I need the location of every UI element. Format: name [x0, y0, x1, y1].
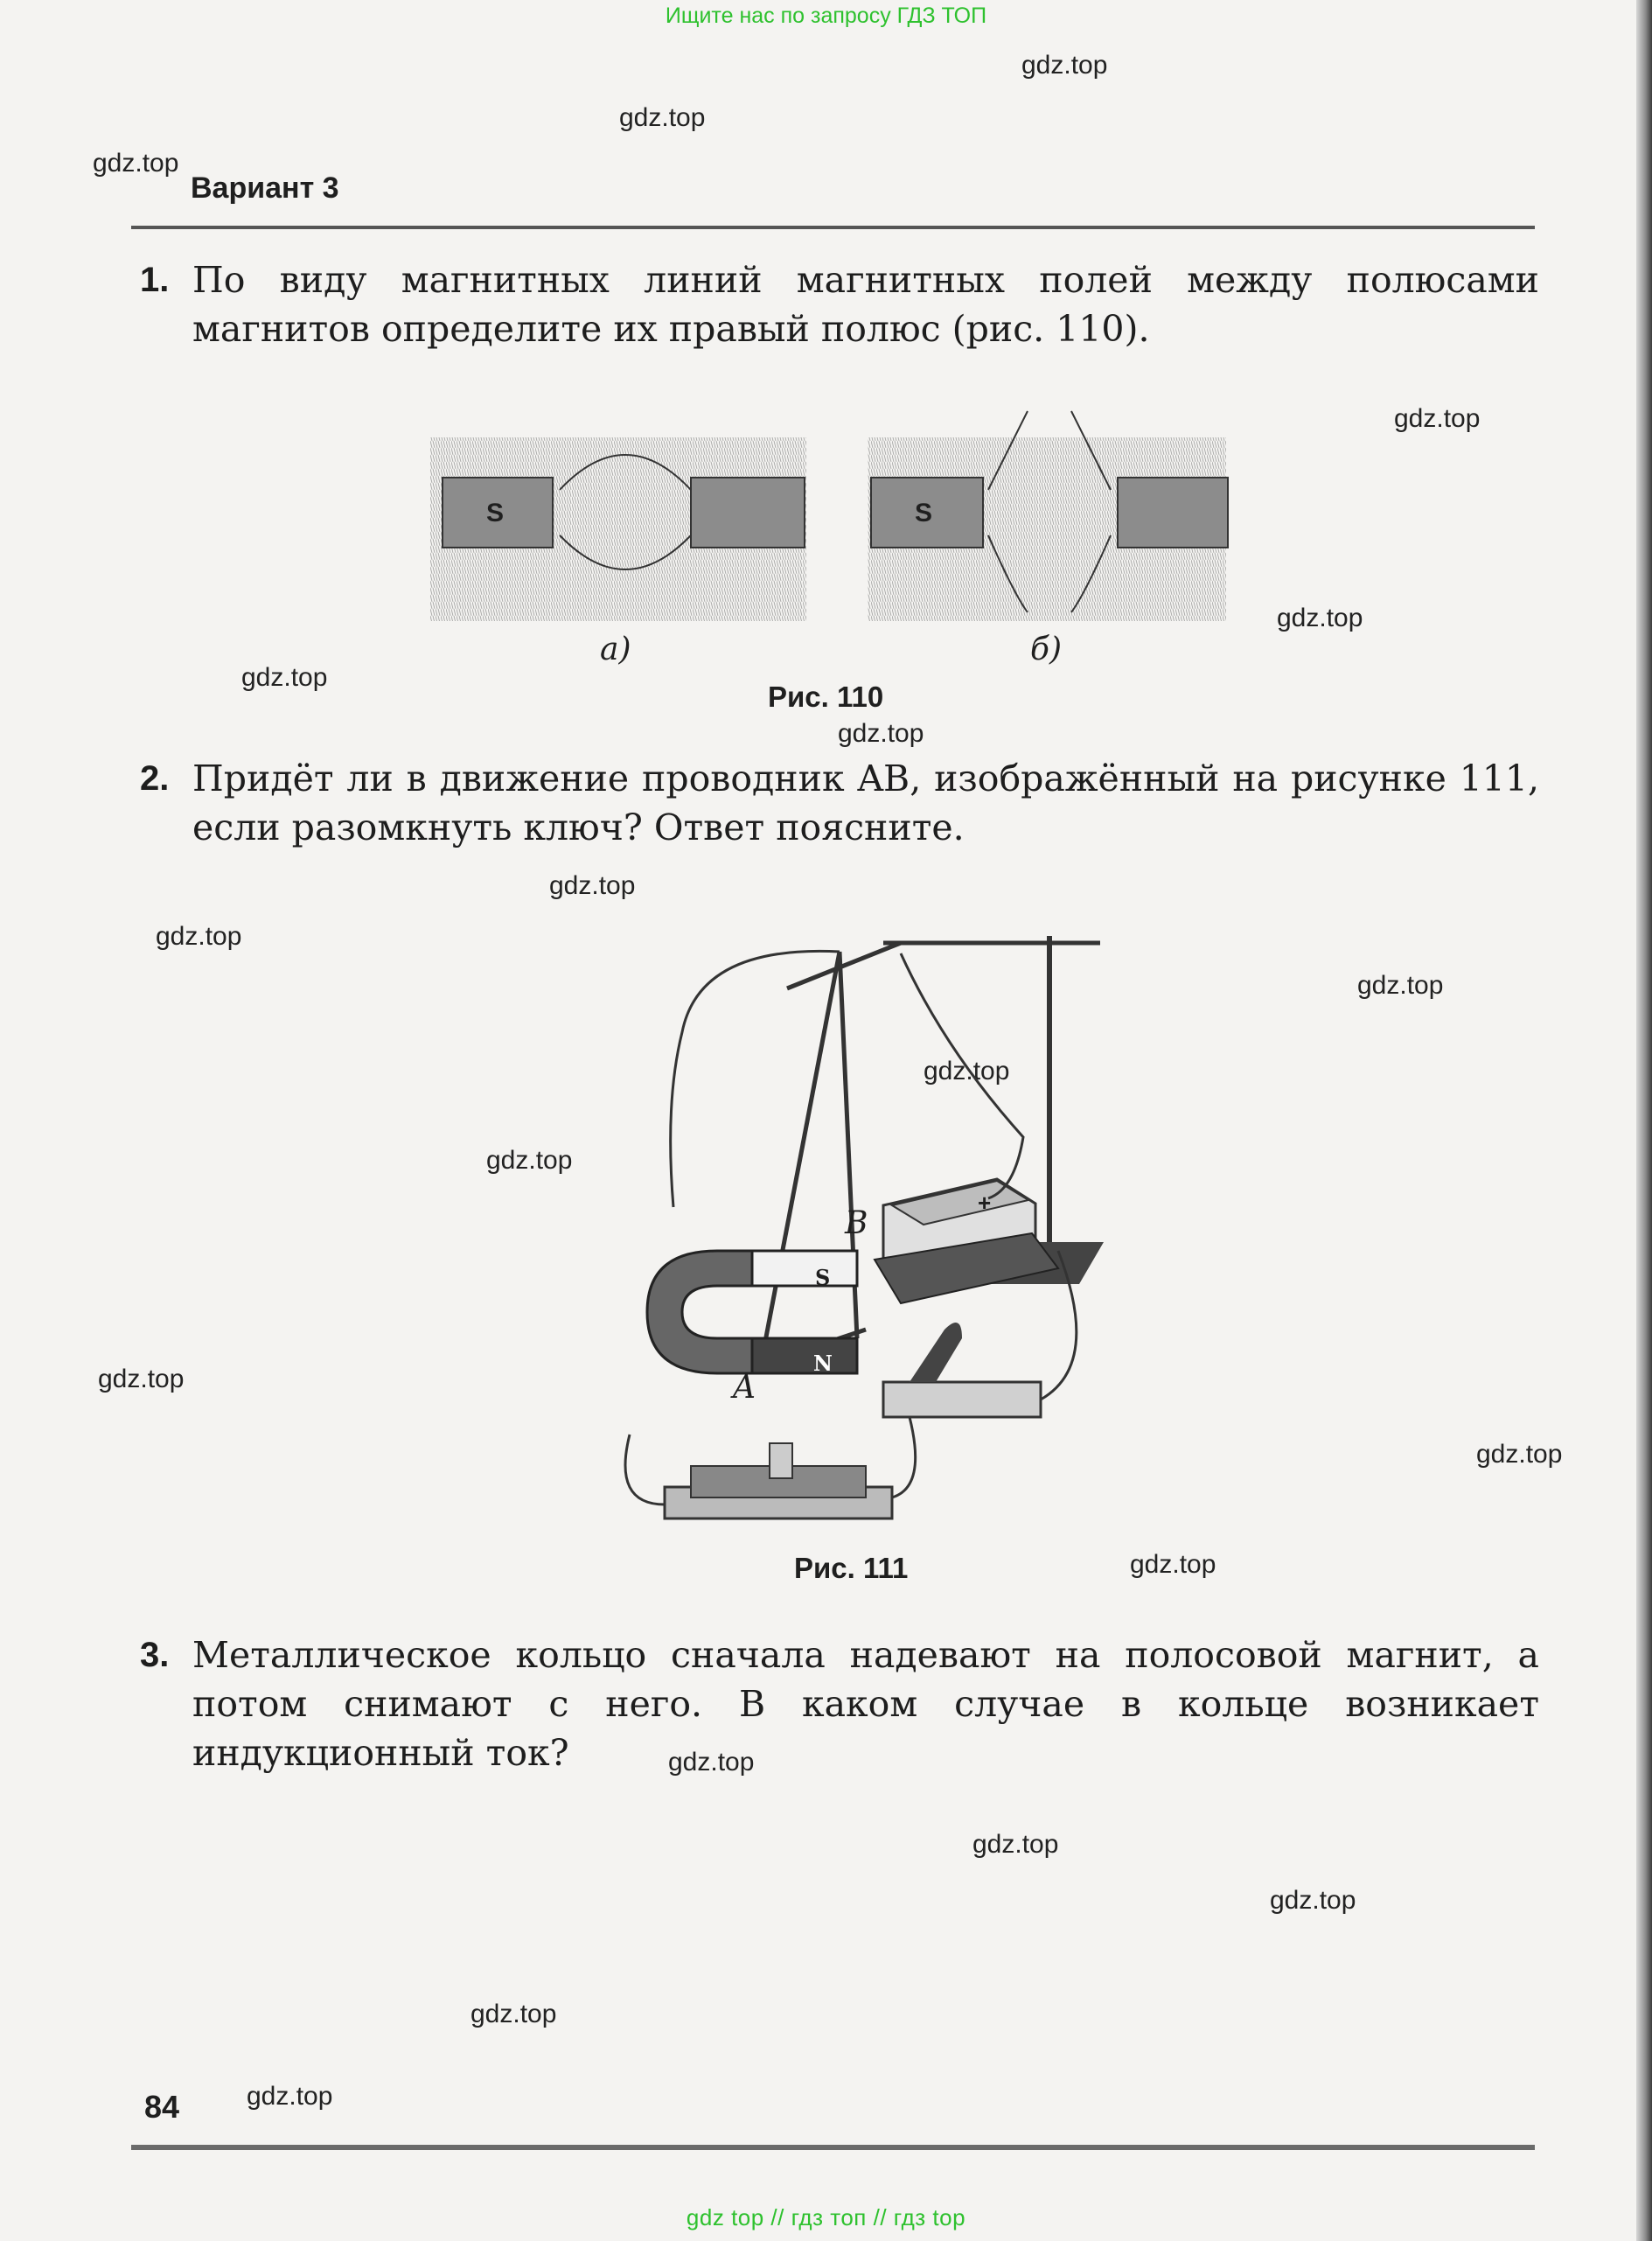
watermark: gdz.top — [1394, 404, 1481, 433]
top-banner[interactable]: Ищите нас по запросу ГДЗ ТОП — [665, 3, 987, 28]
battery-plus: + — [978, 1190, 992, 1216]
watermark: gdz.top — [924, 1057, 1010, 1086]
watermark: gdz.top — [619, 103, 706, 132]
pole-label-a: S — [486, 499, 505, 527]
sub-label-b: б) — [1030, 632, 1063, 667]
task-3 — [140, 1630, 1539, 1777]
variant-title: Вариант 3 — [191, 171, 339, 205]
watermark: gdz.top — [93, 149, 179, 178]
watermark: gdz.top — [156, 922, 242, 951]
magnet-pole-s: S — [815, 1265, 831, 1290]
label-A: A — [733, 1370, 756, 1406]
task-number: 1. — [140, 261, 170, 299]
watermark: gdz.top — [1277, 604, 1363, 632]
watermark: gdz.top — [1270, 1886, 1356, 1915]
task-number: 3. — [140, 1636, 170, 1674]
watermark: gdz.top — [241, 663, 328, 692]
watermark: gdz.top — [247, 2082, 333, 2111]
switch-key — [883, 1323, 1041, 1417]
figure-111-caption: Рис. 111 — [794, 1552, 909, 1584]
figure-110-caption: Рис. 110 — [768, 681, 884, 713]
watermark: gdz.top — [1130, 1550, 1216, 1579]
watermark: gdz.top — [1021, 51, 1108, 80]
bottom-banner[interactable]: gdz top // гдз топ // гдз top — [686, 2204, 966, 2231]
watermark: gdz.top — [838, 719, 924, 748]
watermark: gdz.top — [1476, 1440, 1563, 1469]
task-text: По виду магнитных линий магнитных полей между полюсами магнитов определите их правый полюс (рис. 110). — [192, 259, 1539, 350]
watermark: gdz.top — [486, 1146, 573, 1175]
rheostat — [665, 1443, 892, 1518]
battery — [875, 1179, 1058, 1303]
task-number: 2. — [140, 759, 170, 798]
watermark: gdz.top — [549, 871, 636, 900]
footer-rule — [131, 2145, 1535, 2150]
task-text: Металлическое кольцо сначала надевают на полосовой магнит, а потом снимают с него. В каком случае в кольце возникает индукционный ток? — [192, 1634, 1539, 1774]
task-text: Придёт ли в движение проводник AB, изображённый на рисунке 111, если разомкнуть ключ? Ответ поясните. — [192, 757, 1539, 848]
watermark: gdz.top — [98, 1365, 185, 1393]
watermark: gdz.top — [471, 2000, 557, 2028]
watermark: gdz.top — [668, 1748, 755, 1777]
pole-label-b: S — [915, 499, 933, 527]
page-number: 84 — [144, 2089, 180, 2125]
conductor-frame — [761, 943, 901, 1365]
sub-label-a: а) — [600, 632, 631, 667]
watermark: gdz.top — [972, 1830, 1059, 1859]
watermark: gdz.top — [1357, 971, 1444, 1000]
magnet-pole-n: N — [813, 1351, 833, 1376]
label-B: B — [845, 1205, 868, 1241]
